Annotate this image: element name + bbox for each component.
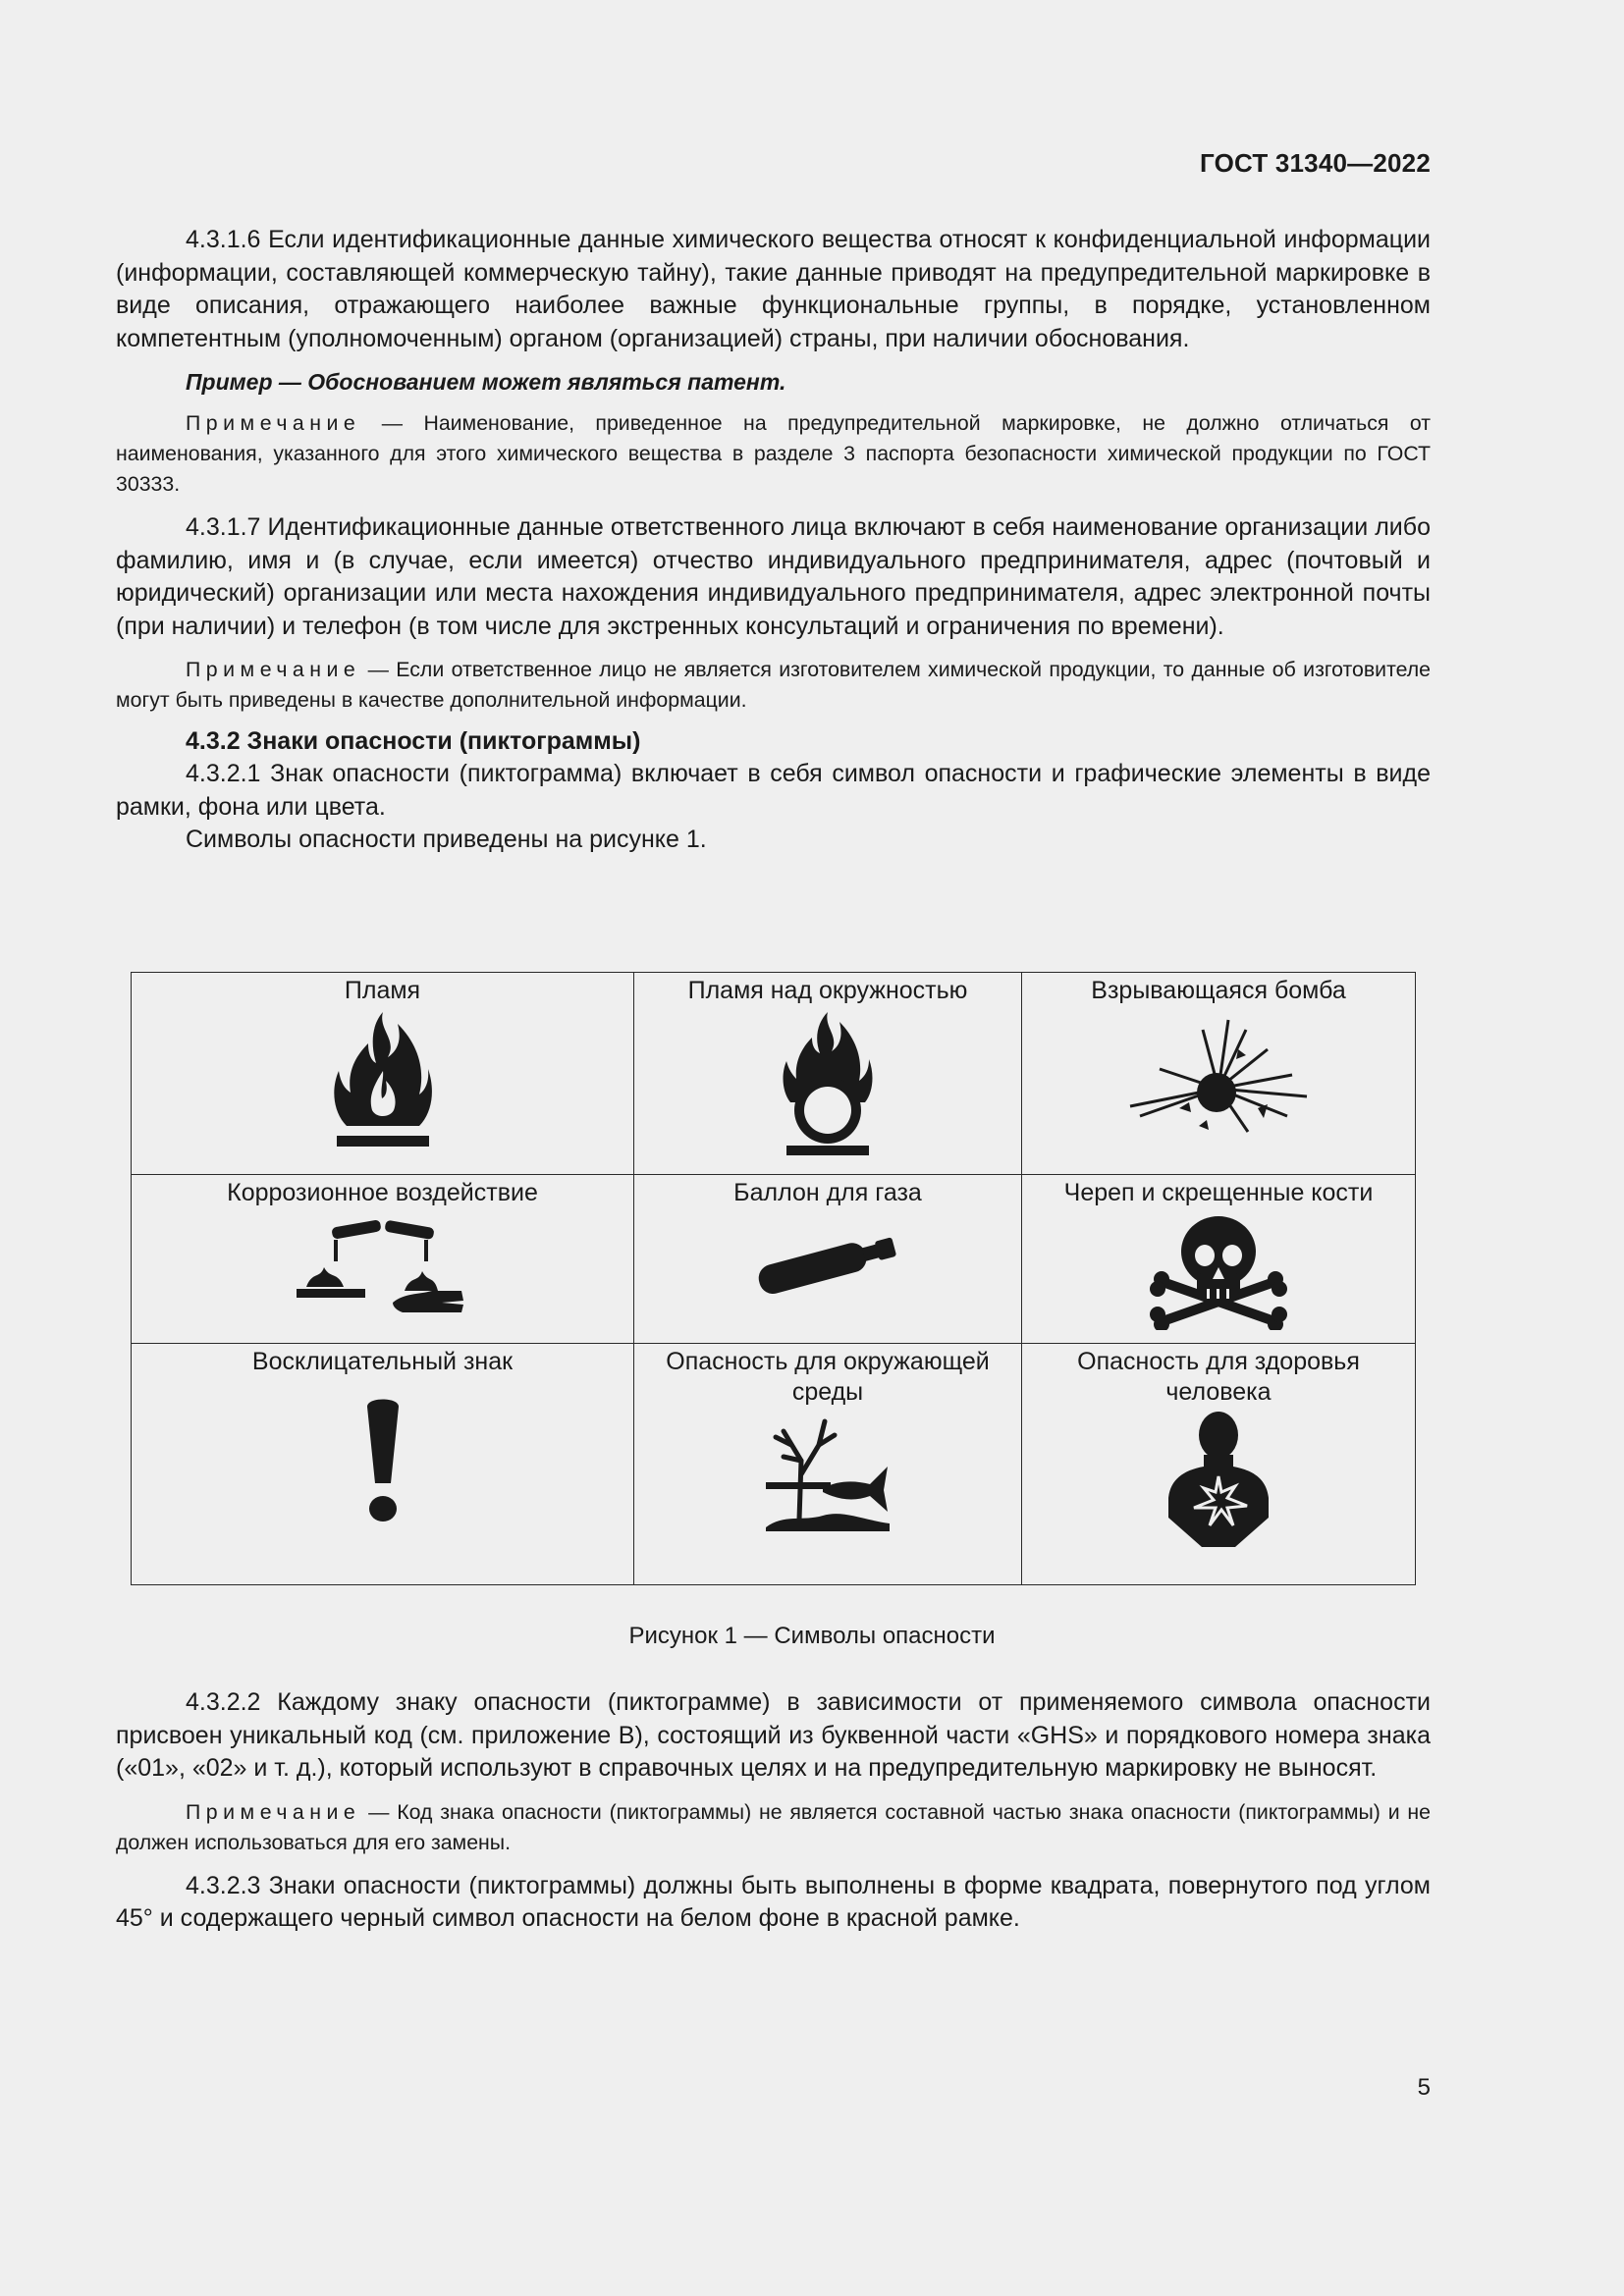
corrosion-icon	[132, 1218, 633, 1316]
section-heading-4-3-2: 4.3.2 Знаки опасности (пиктограммы)	[186, 727, 641, 755]
health-hazard-icon	[1022, 1410, 1415, 1549]
skull-crossbones-icon	[1022, 1214, 1415, 1330]
cell-label: Коррозионное воздействие	[227, 1179, 538, 1206]
note-text: — Если ответственное лицо не является изготовителем химической продукции, то данные об изготовителе могут быть приведены в качестве дополнительной информации.	[116, 658, 1431, 712]
cell-flame-over-circle	[634, 973, 1022, 1175]
note-2	[116, 655, 1431, 716]
exploding-bomb-icon	[1022, 1010, 1415, 1157]
paragraph-figure-reference: Символы опасности приведены на рисунке 1.	[186, 826, 707, 853]
cell-skull-crossbones	[1022, 1175, 1416, 1344]
cell-environment	[634, 1344, 1022, 1585]
paragraph-4-3-1-6: 4.3.1.6 Если идентификационные данные химического вещества относят к конфиденциальной информации (информации, составляющей коммерческую тайну), такие данные приводят на предупредительной маркировке в виде описания, отражающего наиболее важные функциональные группы, в порядке, установленном компетентным (уполномоченным) органом (организацией) страны, при наличии обоснования.	[116, 226, 1431, 352]
gas-cylinder-icon	[634, 1220, 1021, 1308]
cell-exploding-bomb	[1022, 973, 1416, 1175]
note-label: Примечание	[186, 1799, 361, 1824]
document-body	[116, 224, 1431, 857]
paragraph-4-3-2-3: 4.3.2.3 Знаки опасности (пиктограммы) должны быть выполнены в форме квадрата, повернутого под углом 45° и содержащего черный символ опасности на белом фоне в красной рамке.	[116, 1871, 1431, 1932]
note-label: Примечание	[186, 658, 361, 681]
note-label: Примечание	[186, 411, 361, 435]
cell-label: Пламя над окружностью	[687, 977, 968, 1004]
cell-gas-cylinder	[634, 1175, 1022, 1344]
document-body-continued	[116, 1686, 1431, 1936]
note-3	[116, 1797, 1431, 1858]
cell-exclamation	[132, 1344, 634, 1585]
hazard-symbols-figure	[131, 972, 1415, 1584]
hazard-symbols-table	[131, 972, 1416, 1585]
cell-label: Пламя	[344, 977, 421, 1004]
flame-over-circle-icon	[634, 1010, 1021, 1157]
flame-icon	[132, 1010, 633, 1157]
cell-label: Восклицательный знак	[251, 1348, 514, 1375]
figure-caption: Рисунок 1 — Символы опасности	[628, 1623, 996, 1649]
note-text: — Наименование, приведенное на предупредительной маркировке, не должно отличаться от наименования, указанного для этого химического вещества в разделе 3 паспорта безопасности химической продукции по ГОСТ 30333.	[116, 411, 1431, 496]
paragraph-4-3-2-1: 4.3.2.1 Знак опасности (пиктограмма) включает в себя символ опасности и графические элементы в виде рамки, фона или цвета.	[116, 760, 1431, 821]
page-number: 5	[1417, 2074, 1431, 2101]
cell-label: Взрывающаяся бомба	[1091, 977, 1346, 1004]
example-patent: Пример — Обоснованием может являться патент.	[186, 369, 786, 395]
note-1	[116, 408, 1431, 500]
cell-label: Баллон для газа	[733, 1179, 922, 1206]
document-id: ГОСТ 31340—2022	[1200, 148, 1431, 178]
cell-label: Опасность для окружающей среды	[666, 1348, 990, 1406]
note-text: — Код знака опасности (пиктограммы) не является составной частью знака опасности (пиктограммы) и не должен использоваться для его замены.	[116, 1799, 1431, 1854]
paragraph-4-3-1-7: 4.3.1.7 Идентификационные данные ответственного лица включают в себя наименование организации либо фамилию, имя и (в случае, если имеется) отчество индивидуального предпринимателя, адрес (почтовый и юридический) организации или места нахождения индивидуального предпринимателя, адрес электронной почты (при наличии) и телефон (в том числе для экстренных консультаций и ограничения по времени).	[116, 513, 1431, 640]
cell-health-hazard	[1022, 1344, 1416, 1585]
cell-corrosion	[132, 1175, 634, 1344]
cell-label: Череп и скрещенные кости	[1063, 1179, 1374, 1206]
exclamation-mark-icon	[132, 1397, 633, 1524]
cell-label: Опасность для здоровья человека	[1077, 1348, 1360, 1406]
environment-icon	[634, 1412, 1021, 1533]
cell-flame	[132, 973, 634, 1175]
paragraph-4-3-2-2: 4.3.2.2 Каждому знаку опасности (пиктограмме) в зависимости от применяемого символа опасности присвоен уникальный код (см. приложение В), состоящий из буквенной части «GHS» и порядкового номера знака («01», «02» и т. д.), который используют в справочных целях и на предупредительную маркировку не выносят.	[116, 1688, 1431, 1782]
